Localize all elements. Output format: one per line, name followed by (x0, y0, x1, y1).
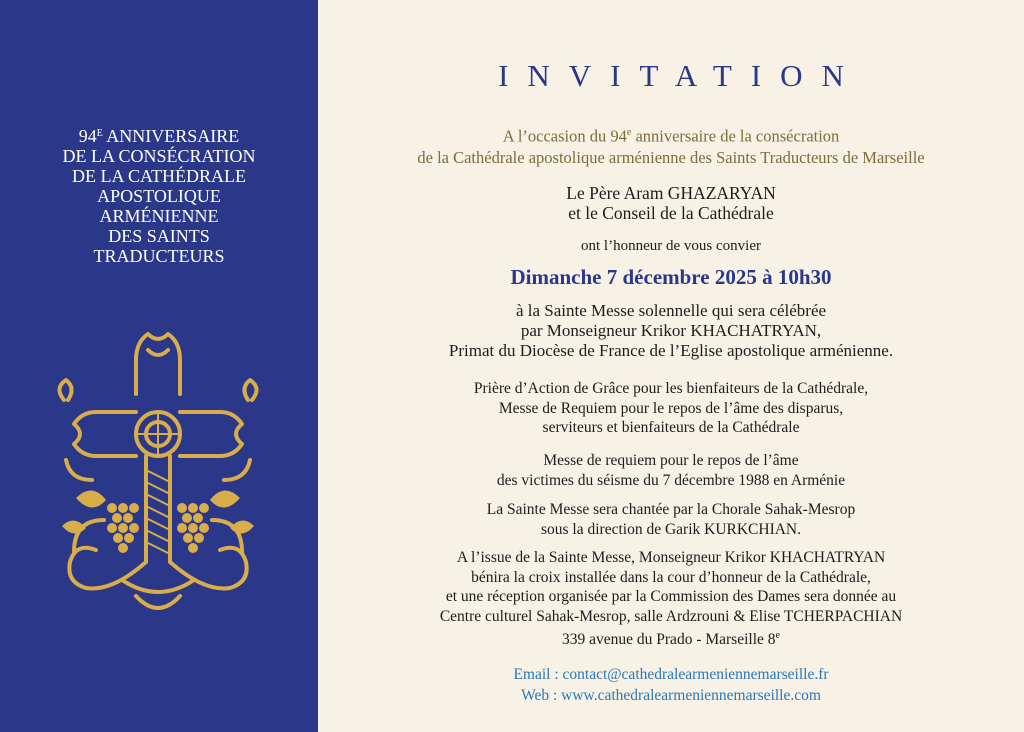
address-superscript: e (775, 630, 780, 641)
web-link[interactable]: www.cathedralearmeniennemarseille.com (561, 687, 821, 704)
mass-line-3: Primat du Diocèse de France de l’Eglise apostolique arménienne. (448, 341, 894, 360)
left-panel (0, 0, 318, 732)
hosts-line-1: Le Père Aram GHAZARYAN (566, 183, 776, 203)
hosts-text (318, 183, 1024, 223)
occasion-text (318, 122, 1024, 168)
anniv-line-6: DES SAINTS (108, 226, 210, 246)
prayer-line-2: Messe de Requiem pour le repos de l’âme des disparus, (498, 399, 844, 417)
address-text: 339 avenue du Prado - Marseille 8 (562, 631, 776, 649)
reception-line-1: A l’issue de la Sainte Messe, Monseigneur Krikor KHACHATRYAN (456, 549, 886, 566)
web-label: Web : (521, 687, 562, 704)
occasion-line-1-start: A l’occasion du 94 (502, 126, 627, 146)
anniv-line-7: TRADUCTEURS (93, 246, 225, 266)
invitation-text-panel (318, 0, 1024, 732)
invitation-title: INVITATION (498, 58, 863, 93)
reception-line-3: et une réception organisée par la Commission des Dames sera donnée au (445, 588, 897, 605)
anniv-line-3: DE LA CATHÉDRALE (72, 166, 246, 186)
requiem-text (318, 451, 1024, 490)
reception-text (318, 548, 1024, 650)
contact-info (318, 664, 1024, 706)
anniv-line-5: ARMÉNIENNE (99, 206, 219, 226)
anniversary-heading (0, 126, 318, 266)
requiem-line-2: des victimes du séisme du 7 décembre 1988 en Arménie (496, 471, 846, 489)
anniv-line-4: APOSTOLIQUE (97, 186, 221, 206)
mass-text (318, 301, 1024, 361)
email-link[interactable]: contact@cathedralearmeniennemarseille.fr (562, 666, 829, 683)
prayer-line-1: Prière d’Action de Grâce pour les bienfaiteurs de la Cathédrale, (473, 380, 869, 397)
mass-line-1: à la Sainte Messe solennelle qui sera célébrée (515, 301, 827, 320)
reception-line-2: bénira la croix installée dans la cour d’honneur de la Cathédrale, (471, 568, 871, 586)
event-date: Dimanche 7 décembre 2025 à 10h30 (510, 265, 832, 289)
anniv-superscript: E (96, 128, 103, 139)
occasion-line-1-end: anniversaire de la consécration (631, 126, 840, 146)
hosts-line-2: et le Conseil de la Cathédrale (568, 203, 774, 223)
choir-line-1: La Sainte Messe sera chantée par la Chorale Sahak-Mesrop (486, 501, 856, 518)
anniv-number: 94 (78, 126, 97, 146)
prayer-line-3: serviteurs et bienfaiteurs de la Cathédrale (542, 419, 800, 436)
prayer-text (318, 379, 1024, 438)
occasion-superscript: e (626, 127, 632, 138)
khachkar-cross-icon (52, 330, 264, 620)
requiem-line-1: Messe de requiem pour le repos de l’âme (543, 452, 799, 469)
reception-line-4: Centre culturel Sahak-Mesrop, salle Ardzrouni & Elise TCHERPACHIAN (439, 607, 903, 625)
occasion-line-2: de la Cathédrale apostolique arménienne des Saints Traducteurs de Marseille (417, 147, 925, 167)
anniv-word: ANNIVERSAIRE (102, 126, 240, 146)
choir-text (318, 500, 1024, 539)
email-label: Email : (513, 666, 563, 683)
anniv-line-2: DE LA CONSÉCRATION (62, 146, 256, 166)
honneur-text: ont l’honneur de vous convier (581, 238, 761, 254)
mass-line-2: par Monseigneur Krikor KHACHATRYAN, (520, 321, 822, 340)
choir-line-2: sous la direction de Garik KURKCHIAN. (540, 520, 801, 538)
